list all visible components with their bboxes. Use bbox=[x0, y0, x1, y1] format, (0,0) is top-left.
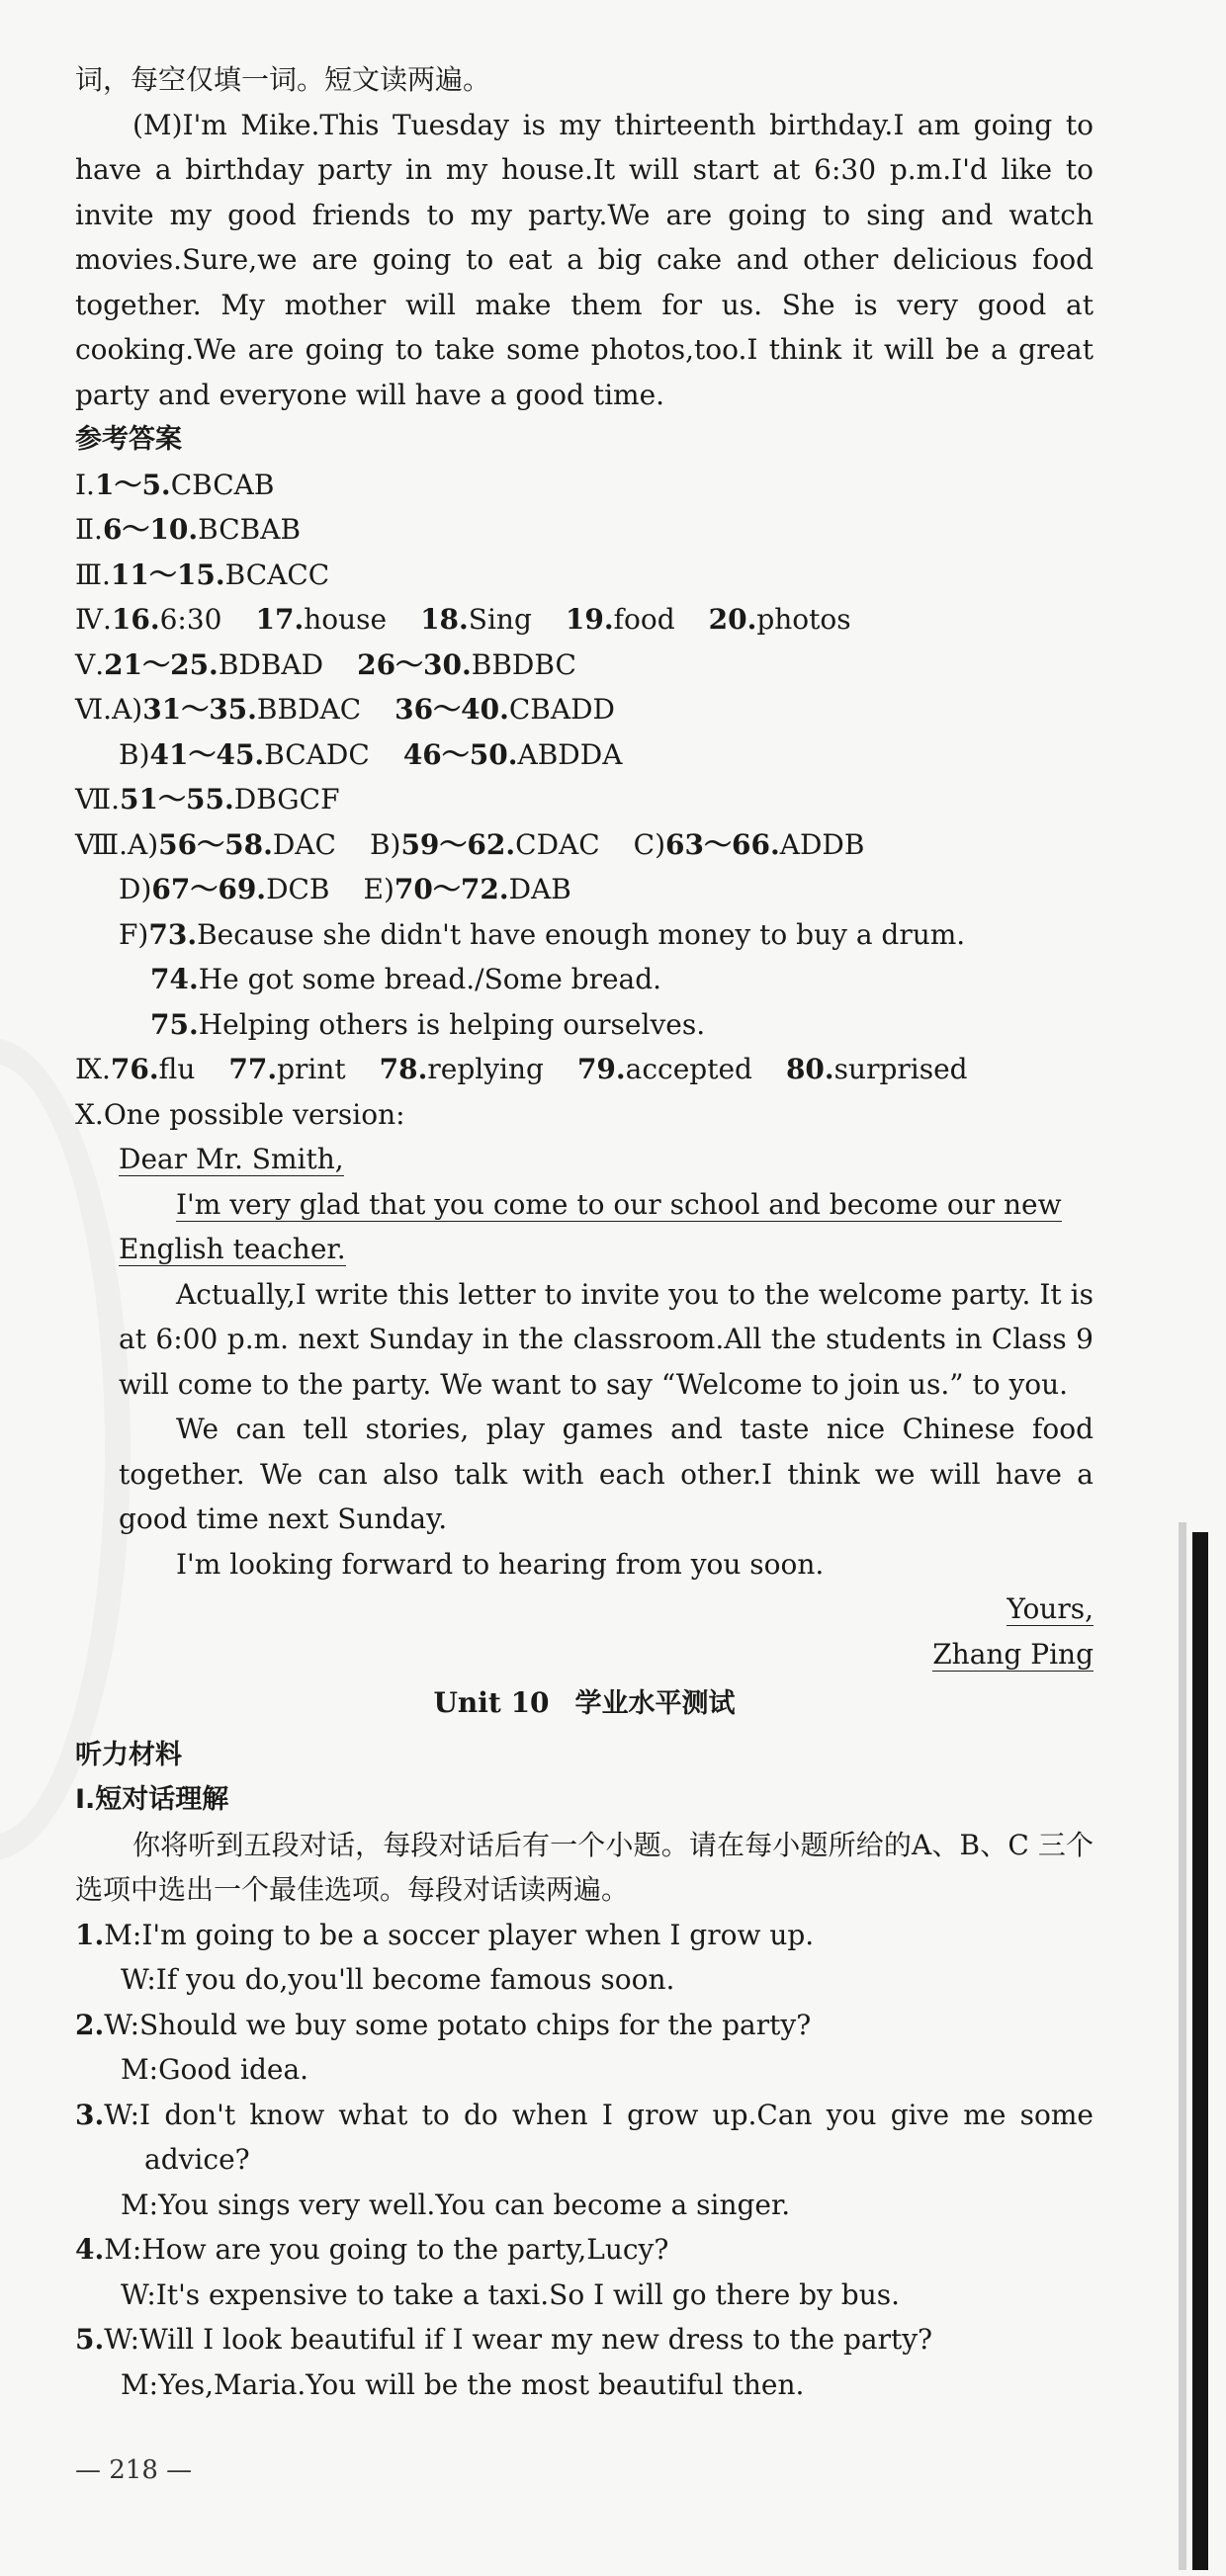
section-num: Ⅷ. bbox=[75, 827, 129, 861]
dialogue-num: 5. bbox=[75, 2323, 105, 2356]
answer-row-5 bbox=[75, 643, 1094, 688]
letter-closing bbox=[75, 1587, 1094, 1632]
part-prefix: C) bbox=[633, 827, 666, 861]
item-answer: accepted bbox=[625, 1053, 752, 1085]
salutation-text: Dear Mr. Smith, bbox=[119, 1143, 344, 1175]
letter-signature bbox=[75, 1632, 1094, 1677]
answer-row-74 bbox=[75, 957, 1094, 1002]
dialogue-1b: W:If you do,you'll become famous soon. bbox=[121, 1963, 675, 1996]
range: 70～72. bbox=[394, 873, 509, 905]
dialogue-line: M:I'm going to be a soccer player when I grow up. bbox=[104, 1918, 815, 1951]
answers-heading: 参考答案 bbox=[75, 424, 182, 455]
answer-row-9 bbox=[75, 1047, 1094, 1092]
passage-paragraph: (M)I'm Mike.This Tuesday is my thirteenth birthday.I am going to have a birthday party in my house.It will start at 6:30 p.m.I'd like to invite my good friends to my party.We are going to sing and watch movies.Sure,we are going to eat a big cake and other delicious food together. My mother will make them for us. She is very good at cooking.We are going to take some photos,too.I think it will be a great party and everyone will have a good time. bbox=[75, 108, 1094, 411]
item-answer: food bbox=[613, 603, 675, 636]
dialogue-4a bbox=[75, 2227, 1094, 2273]
page-number: — 218 — bbox=[75, 2455, 193, 2485]
item-num: 16. bbox=[111, 603, 160, 636]
dialogue-num: 4. bbox=[75, 2233, 105, 2266]
dialogue-4b: W:It's expensive to take a taxi.So I will go there by bus. bbox=[121, 2277, 901, 2311]
answer-values: DAB bbox=[508, 873, 571, 905]
dialogue-2b: M:Good idea. bbox=[121, 2053, 309, 2086]
letter-p1-line1 bbox=[75, 1182, 1094, 1228]
item-answer: Because she didn't have enough money to buy a drum. bbox=[197, 917, 966, 951]
item-num: 74. bbox=[150, 963, 199, 995]
section-num: Ⅸ. bbox=[75, 1053, 111, 1085]
section-num: Ⅴ. bbox=[75, 647, 105, 681]
range: 41～45. bbox=[149, 737, 265, 771]
item-answer: Sing bbox=[468, 603, 532, 636]
dialogue-num: 2. bbox=[75, 2008, 105, 2041]
section-num: Ⅹ. bbox=[75, 1097, 104, 1131]
range: 56～58. bbox=[158, 827, 273, 861]
unit-title bbox=[75, 1680, 1094, 1727]
part-prefix: E) bbox=[363, 873, 394, 905]
item-num: 75. bbox=[150, 1007, 199, 1041]
answer-values: BDBAD bbox=[218, 647, 324, 681]
range: 6～10. bbox=[102, 513, 199, 546]
answer-row-8a bbox=[75, 822, 1094, 868]
part-prefix: F) bbox=[119, 917, 149, 951]
item-answer: print bbox=[277, 1053, 346, 1085]
part-prefix: A) bbox=[128, 827, 159, 861]
section-num: Ⅱ. bbox=[75, 513, 103, 546]
binding-edge bbox=[1192, 1532, 1208, 2570]
dialogue-num: 1. bbox=[75, 1918, 105, 1951]
item-answer: flu bbox=[158, 1053, 196, 1085]
item-num: 80. bbox=[785, 1053, 834, 1085]
item-num: 19. bbox=[565, 603, 614, 636]
answer-row-1 bbox=[75, 463, 1094, 508]
answer-values: BBDAC bbox=[256, 693, 362, 726]
section-num: Ⅲ. bbox=[75, 558, 111, 591]
answer-values: CDAC bbox=[515, 827, 600, 861]
answer-values: ABDDA bbox=[517, 737, 623, 771]
item-num: 20. bbox=[708, 603, 757, 636]
item-answer: surprised bbox=[833, 1053, 968, 1085]
section-label: One possible version: bbox=[103, 1097, 405, 1131]
item-num: 76. bbox=[110, 1053, 159, 1085]
section-num: Ⅳ. bbox=[75, 603, 112, 636]
binding-shadow bbox=[1179, 1522, 1186, 2570]
range: 11～15. bbox=[110, 558, 225, 591]
letter-p1-line2 bbox=[75, 1227, 1094, 1272]
range: 31～35. bbox=[142, 693, 257, 726]
listening-section: Ⅰ.短对话理解 bbox=[75, 1784, 229, 1815]
item-answer: photos bbox=[756, 603, 851, 636]
part-prefix: A) bbox=[112, 693, 143, 726]
underlined-text: English teacher. bbox=[119, 1233, 346, 1265]
range: 46～50. bbox=[402, 737, 518, 771]
dialogue-5a bbox=[75, 2317, 1094, 2362]
answer-row-2 bbox=[75, 507, 1094, 553]
dialogue-2a bbox=[75, 2003, 1094, 2048]
answer-row-10 bbox=[75, 1092, 1094, 1138]
item-answer: 6:30 bbox=[159, 603, 222, 636]
section-num: Ⅶ. bbox=[75, 783, 121, 816]
dialogue-5b: M:Yes,Maria.You will be the most beautiful then. bbox=[121, 2367, 805, 2401]
answer-row-3 bbox=[75, 553, 1094, 598]
dialogue-num: 3. bbox=[75, 2098, 105, 2131]
dialogue-line: M:How are you going to the party,Lucy? bbox=[104, 2233, 669, 2266]
item-answer: He got some bread./Some bread. bbox=[198, 963, 662, 995]
answer-row-4 bbox=[75, 597, 1094, 643]
dialogue-1a bbox=[75, 1913, 1094, 1958]
listening-heading: 听力材料 bbox=[75, 1739, 182, 1770]
answer-values: CBCAB bbox=[170, 468, 275, 501]
answer-row-8f bbox=[75, 912, 1094, 958]
underlined-text: I'm very glad that you come to our school and become our new bbox=[176, 1187, 1062, 1221]
range: 67～69. bbox=[151, 873, 267, 905]
section-num: Ⅵ. bbox=[75, 693, 113, 726]
item-answer: replying bbox=[427, 1053, 544, 1085]
answer-values: CBADD bbox=[508, 693, 615, 726]
answer-values: BCACC bbox=[224, 558, 330, 591]
intro-tail: 词，每空仅填一词。短文读两遍。 bbox=[75, 63, 491, 96]
dialogue-line: W:I don't know what to do when I grow up.Can you give me some advice? bbox=[104, 2098, 1094, 2176]
item-num: 17. bbox=[255, 603, 305, 636]
item-num: 79. bbox=[576, 1053, 626, 1085]
unit-label: Unit 10 bbox=[433, 1686, 550, 1719]
range: 26～30. bbox=[357, 647, 472, 681]
signature-text: Zhang Ping bbox=[932, 1637, 1094, 1671]
dialogue-3b: M:You sings very well.You can become a singer. bbox=[121, 2188, 791, 2221]
answer-values: DCB bbox=[266, 873, 330, 905]
dialogue-line: W:Should we buy some potato chips for the party? bbox=[104, 2008, 812, 2041]
range: 36～40. bbox=[394, 693, 509, 726]
answer-row-8b bbox=[75, 867, 1094, 912]
answer-values: BCADC bbox=[264, 737, 370, 771]
answer-values: DAC bbox=[272, 827, 336, 861]
part-prefix: D) bbox=[119, 873, 152, 905]
range: 21～25. bbox=[104, 647, 219, 681]
letter-p4: I'm looking forward to hearing from you soon. bbox=[176, 1547, 825, 1581]
document-body bbox=[75, 57, 1094, 2407]
dialogue-line: W:Will I look beautiful if I wear my new dress to the party? bbox=[104, 2323, 933, 2356]
unit-title-text: 学业水平测试 bbox=[574, 1688, 736, 1719]
range: 1～5. bbox=[94, 468, 171, 501]
item-answer: house bbox=[304, 603, 388, 636]
answer-values: BBDBC bbox=[471, 647, 576, 681]
item-num: 77. bbox=[228, 1053, 278, 1085]
part-prefix: B) bbox=[369, 827, 401, 861]
listening-instructions: 你将听到五段对话，每段对话后有一个小题。请在每小题所给的A、B、C 三个选项中选出一个最佳选项。每段对话读两遍。 bbox=[75, 1828, 1094, 1906]
letter-p2: Actually,I write this letter to invite you to the welcome party. It is at 6:00 p.m. next Sunday in the classroom.All the students in Class 9 will come to the party. We want to say “Welcome to join us.” to you. bbox=[119, 1277, 1094, 1401]
item-num: 18. bbox=[420, 603, 469, 636]
dialogue-3a bbox=[75, 2093, 1094, 2183]
range: 51～55. bbox=[120, 783, 234, 816]
item-num: 73. bbox=[148, 917, 198, 951]
part-prefix: B) bbox=[119, 737, 150, 771]
closing-text: Yours, bbox=[1007, 1592, 1094, 1625]
answer-values: ADDB bbox=[779, 827, 865, 861]
range: 59～62. bbox=[400, 827, 516, 861]
answer-row-6b bbox=[75, 732, 1094, 778]
item-num: 78. bbox=[379, 1053, 428, 1085]
letter-p3: We can tell stories, play games and taste nice Chinese food together. We can also talk with each other.I think we will have a good time next Sunday. bbox=[119, 1413, 1094, 1535]
answer-values: BCBAB bbox=[198, 513, 302, 546]
section-num: Ⅰ. bbox=[75, 468, 95, 501]
letter-salutation bbox=[75, 1137, 1094, 1182]
item-answer: Helping others is helping ourselves. bbox=[198, 1007, 706, 1041]
range: 63～66. bbox=[665, 827, 780, 861]
answer-row-7 bbox=[75, 777, 1094, 822]
answer-row-6a bbox=[75, 687, 1094, 732]
answer-row-75 bbox=[75, 1002, 1094, 1048]
answer-values: DBGCF bbox=[233, 783, 340, 816]
